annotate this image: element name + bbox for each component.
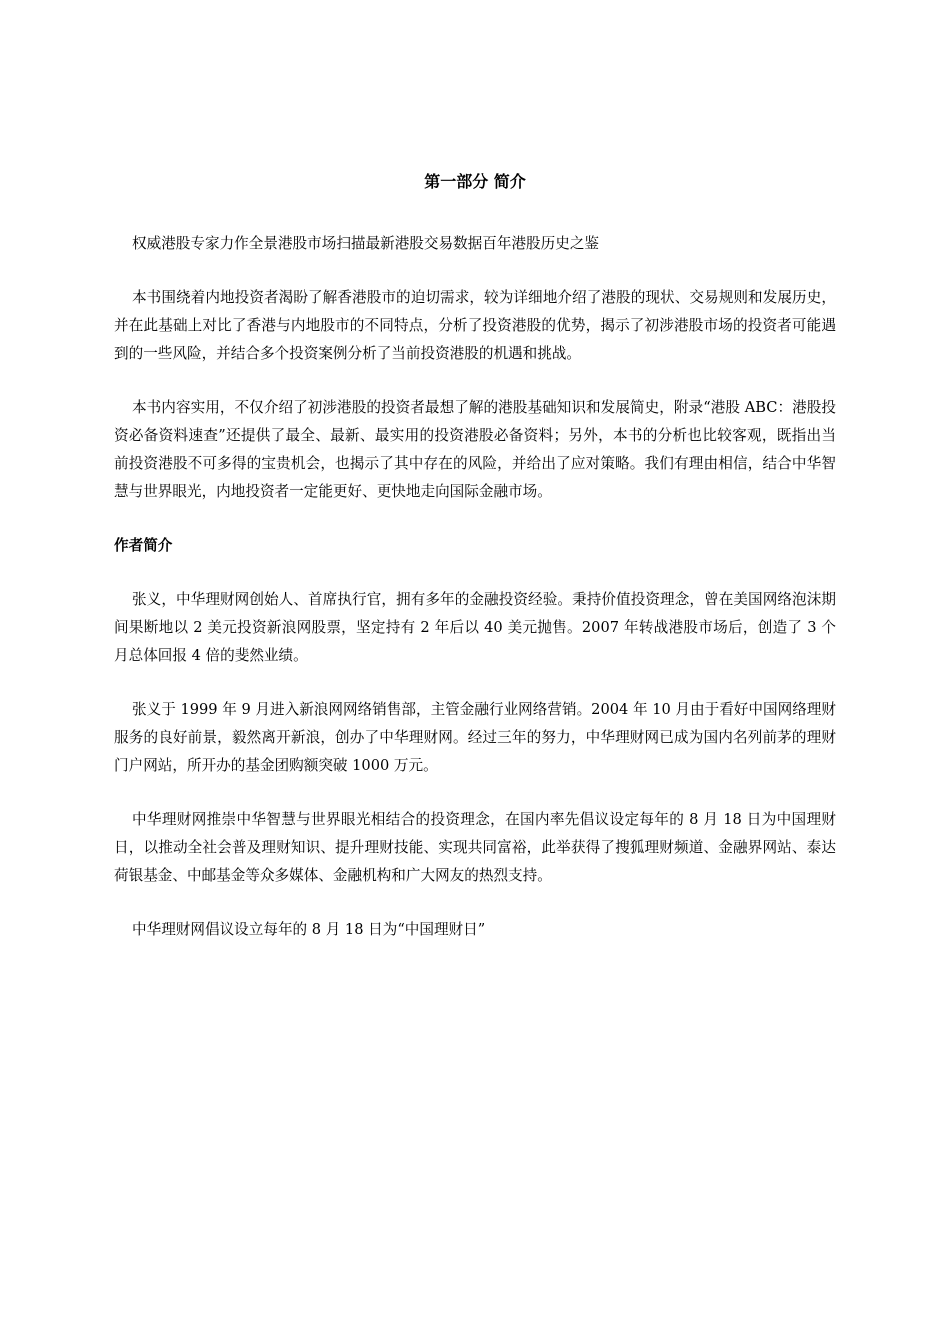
intro-paragraph: 本书内容实用，不仅介绍了初涉港股的投资者最想了解的港股基础知识和发展简史，附录“港股 ABC：港股投资必备资料速查”还提供了最全、最新、最实用的投资港股必备资料；另外，本书的分析也比较客观，既指出当前投资港股不可多得的宝贵机会，也揭示了其中存在的风险，并给出了应对策略。我们有理由相信，结合中华智慧与世界眼光，内地投资者一定能更好、更快地走向国际金融市场。 <box>114 399 836 500</box>
author-paragraph: 张义，中华理财网创始人、首席执行官，拥有多年的金融投资经验。秉持价值投资理念，曾在美国网络泡沫期间果断地以 2 美元投资新浪网股票，坚定持有 2 年后以 40 美元抛售。2007 年转战港股市场后，创造了 3 个月总体回报 4 倍的斐然业绩。 <box>114 591 836 664</box>
document-body <box>114 168 836 970</box>
author-paragraph: 张义于 1999 年 9 月进入新浪网网络销售部，主管金融行业网络营销。2004 年 10 月由于看好中国网络理财服务的良好前景，毅然离开新浪，创办了中华理财网。经过三年的努力，中华理财网已成为国内名列前茅的理财门户网站，所开办的基金团购额突破 1000 万元。 <box>114 701 836 774</box>
tagline: 权威港股专家力作全景港股市场扫描最新港股交易数据百年港股历史之鉴 <box>132 235 600 252</box>
author-heading: 作者简介 <box>114 537 173 554</box>
intro-paragraph: 本书围绕着内地投资者渴盼了解香港股市的迫切需求，较为详细地介绍了港股的现状、交易规则和发展历史，并在此基础上对比了香港与内地股市的不同特点，分析了投资港股的优势，揭示了初涉港股市场的投资者可能遇到的一些风险，并结合多个投资案例分析了当前投资港股的机遇和挑战。 <box>114 289 836 362</box>
section-title: 第一部分 简介 <box>424 172 526 191</box>
author-paragraph: 中华理财网倡议设立每年的 8 月 18 日为“中国理财日” <box>132 921 486 938</box>
author-paragraph: 中华理财网推崇中华智慧与世界眼光相结合的投资理念，在国内率先倡议设定每年的 8 月 18 日为中国理财日，以推动全社会普及理财知识、提升理财技能、实现共同富裕，此举获得了搜狐理财频道、金融界网站、泰达荷银基金、中邮基金等众多媒体、金融机构和广大网友的热烈支持。 <box>114 811 836 884</box>
